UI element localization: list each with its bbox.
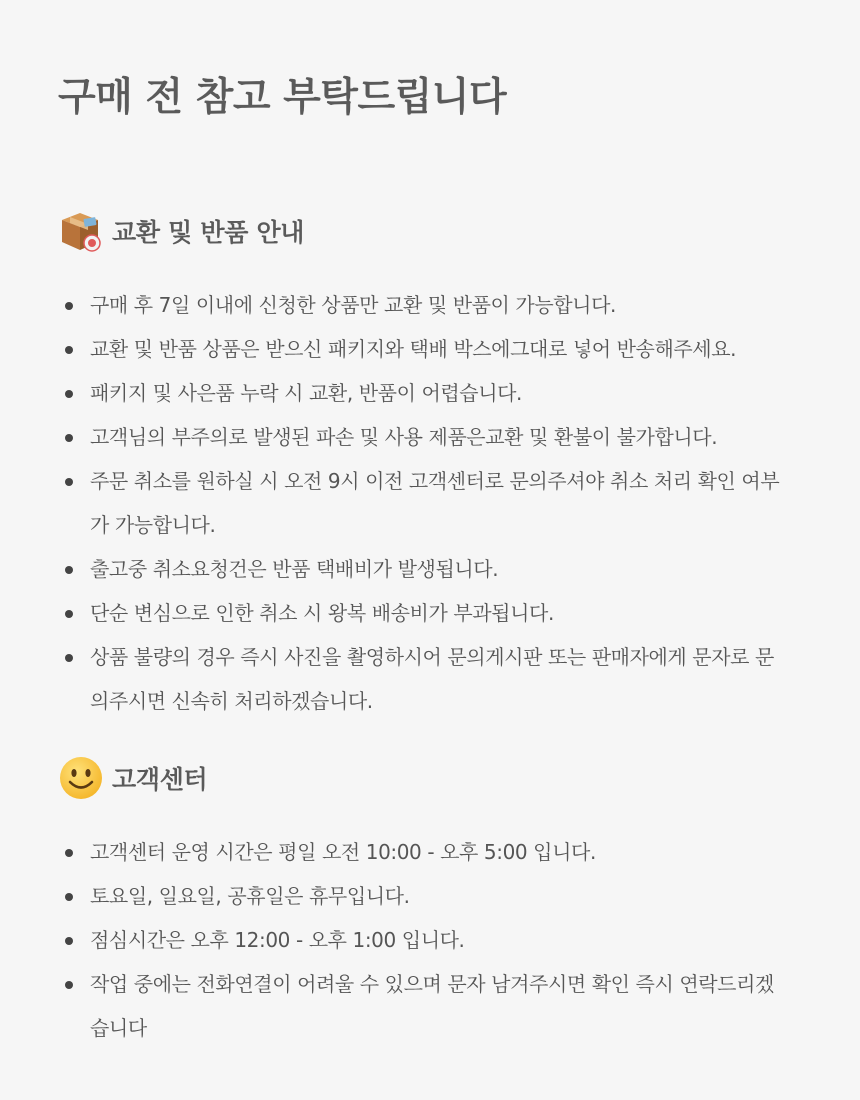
list-item: 작업 중에는 전화연결이 어려울 수 있으며 문자 남겨주시면 확인 즉시 연락드리겠습니다 [58, 962, 790, 1050]
package-icon [58, 208, 104, 254]
page-title: 구매 전 참고 부탁드립니다 [58, 75, 507, 120]
customer-center-heading-text: 고객센터 [112, 765, 208, 794]
exchange-return-list [58, 283, 820, 723]
exchange-return-section [58, 206, 820, 723]
customer-center-heading [58, 753, 820, 803]
list-item: 상품 불량의 경우 즉시 사진을 촬영하시어 문의게시판 또는 판매자에게 문자로 문의주시면 신속히 처리하겠습니다. [58, 635, 790, 723]
list-item: 교환 및 반품 상품은 받으신 패키지와 택배 박스에그대로 넣어 반송해주세요. [58, 327, 820, 371]
list-item: 출고중 취소요청건은 반품 택배비가 발생됩니다. [58, 547, 820, 591]
list-item: 점심시간은 오후 12:00 - 오후 1:00 입니다. [58, 918, 820, 962]
list-item: 주문 취소를 원하실 시 오전 9시 이전 고객센터로 문의주셔야 취소 처리 확인 여부가 가능합니다. [58, 459, 790, 547]
smiley-face-icon [58, 755, 104, 801]
list-item: 고객센터 운영 시간은 평일 오전 10:00 - 오후 5:00 입니다. [58, 830, 820, 874]
list-item: 토요일, 일요일, 공휴일은 휴무입니다. [58, 874, 820, 918]
list-item: 패키지 및 사은품 누락 시 교환, 반품이 어렵습니다. [58, 371, 820, 415]
list-item: 구매 후 7일 이내에 신청한 상품만 교환 및 반품이 가능합니다. [58, 283, 820, 327]
list-item: 고객님의 부주의로 발생된 파손 및 사용 제품은교환 및 환불이 불가합니다. [58, 415, 820, 459]
exchange-return-heading-text: 교환 및 반품 안내 [112, 218, 305, 247]
customer-center-section [58, 753, 820, 1050]
exchange-return-heading [58, 206, 820, 256]
list-item: 단순 변심으로 인한 취소 시 왕복 배송비가 부과됩니다. [58, 591, 820, 635]
customer-center-list [58, 830, 820, 1050]
